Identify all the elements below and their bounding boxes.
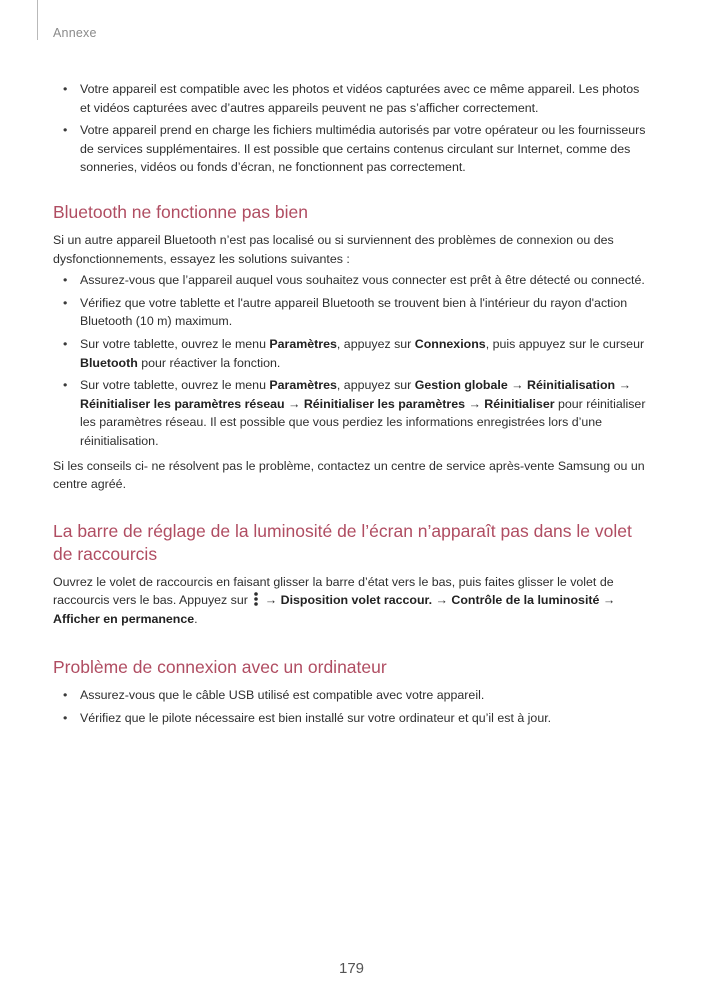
menu-gestion-globale: Gestion globale	[414, 378, 508, 393]
menu-reinit-parametres: Réinitialiser les paramètres	[303, 396, 466, 411]
list-item: • Votre appareil prend en charge les fichiers multimédia autorisés par votre opérateur ou les fournisseurs de services supplémentaires. Il est possible que certains contenus circulant sur Internet, comme des sonneries, vidéos ou fonds d’écran, ne fonctionnent pas correctement.	[53, 121, 651, 177]
list-item: • Votre appareil est compatible avec les photos et vidéos capturées avec ce même appareil. Les photos et vidéos capturées avec d’autres appareils peuvent ne pas s’afficher correctement.	[53, 80, 651, 117]
menu-disposition-volet: Disposition volet raccour.	[280, 593, 433, 608]
list-item: • Assurez-vous que l’appareil auquel vous souhaitez vous connecter est prêt à être détecté ou connecté.	[53, 271, 651, 290]
list-item: • Sur votre tablette, ouvrez le menu Paramètres, appuyez sur Connexions, puis appuyez sur le curseur Bluetooth pour réactiver la fonction.	[53, 335, 651, 372]
bluetooth-outro: Si les conseils ci- ne résolvent pas le problème, contactez un centre de service après-vente Samsung ou un centre agréé.	[53, 458, 645, 492]
menu-parametres: Paramètres	[269, 378, 337, 393]
list-item: • Vérifiez que votre tablette et l'autre appareil Bluetooth se trouvent bien à l'intérieur du rayon d'action Bluetooth (10 m) maximum.	[53, 294, 651, 331]
page-content	[53, 80, 651, 732]
bluetooth-list	[53, 271, 651, 450]
menu-bluetooth: Bluetooth	[80, 355, 138, 370]
menu-parametres: Paramètres	[269, 336, 337, 351]
menu-reinitialisation: Réinitialisation	[527, 378, 616, 393]
list-item: • Sur votre tablette, ouvrez le menu Paramètres, appuyez sur Gestion globale → Réinitialisation → Réinitialiser les paramètres réseau → Réinitialiser les paramètres → Réinitialiser pour réinitialiser les paramètres réseau. Il est possible que vous perdiez les informations enregistrées lors d’une réinitialisation.	[53, 376, 651, 450]
list-item: • Assurez-vous que le câble USB utilisé est compatible avec votre appareil.	[53, 686, 651, 705]
bluetooth-heading: Bluetooth ne fonctionne pas bien	[53, 201, 308, 222]
menu-connexions: Connexions	[414, 336, 486, 351]
brightness-text: Ouvrez le volet de raccourcis en faisant glisser la barre d’état vers le bas, puis faites glisser le volet de raccourcis vers le bas. Appuyez sur → Disposition volet raccour. → Contrôle de la luminosité → Afficher en permanence.	[53, 574, 616, 626]
menu-afficher-permanence: Afficher en permanence	[53, 611, 195, 626]
bluetooth-section	[53, 201, 651, 494]
list-item: • Vérifiez que le pilote nécessaire est bien installé sur votre ordinateur et qu’il est à jour.	[53, 709, 651, 728]
menu-reinitialiser: Réinitialiser	[484, 396, 555, 411]
menu-controle-luminosite: Contrôle de la luminosité	[451, 593, 600, 608]
computer-section	[53, 656, 651, 727]
more-options-icon	[253, 592, 259, 606]
computer-heading: Problème de connexion avec un ordinateur	[53, 657, 387, 678]
page-number: 179	[338, 960, 365, 977]
computer-list	[53, 686, 651, 727]
section-label: Annexe	[53, 26, 97, 40]
header-rule	[37, 0, 38, 40]
bluetooth-intro: Si un autre appareil Bluetooth n’est pas localisé ou si surviennent des problèmes de connexion ou des dysfonctionnements, essayez les solutions suivantes :	[53, 232, 614, 266]
menu-reinit-reseau: Réinitialiser les paramètres réseau	[80, 396, 285, 411]
brightness-heading: La barre de réglage de la luminosité de l’écran n’apparaît pas dans le volet de raccourcis	[53, 520, 632, 564]
brightness-section	[53, 520, 651, 629]
intro-list	[53, 80, 651, 177]
